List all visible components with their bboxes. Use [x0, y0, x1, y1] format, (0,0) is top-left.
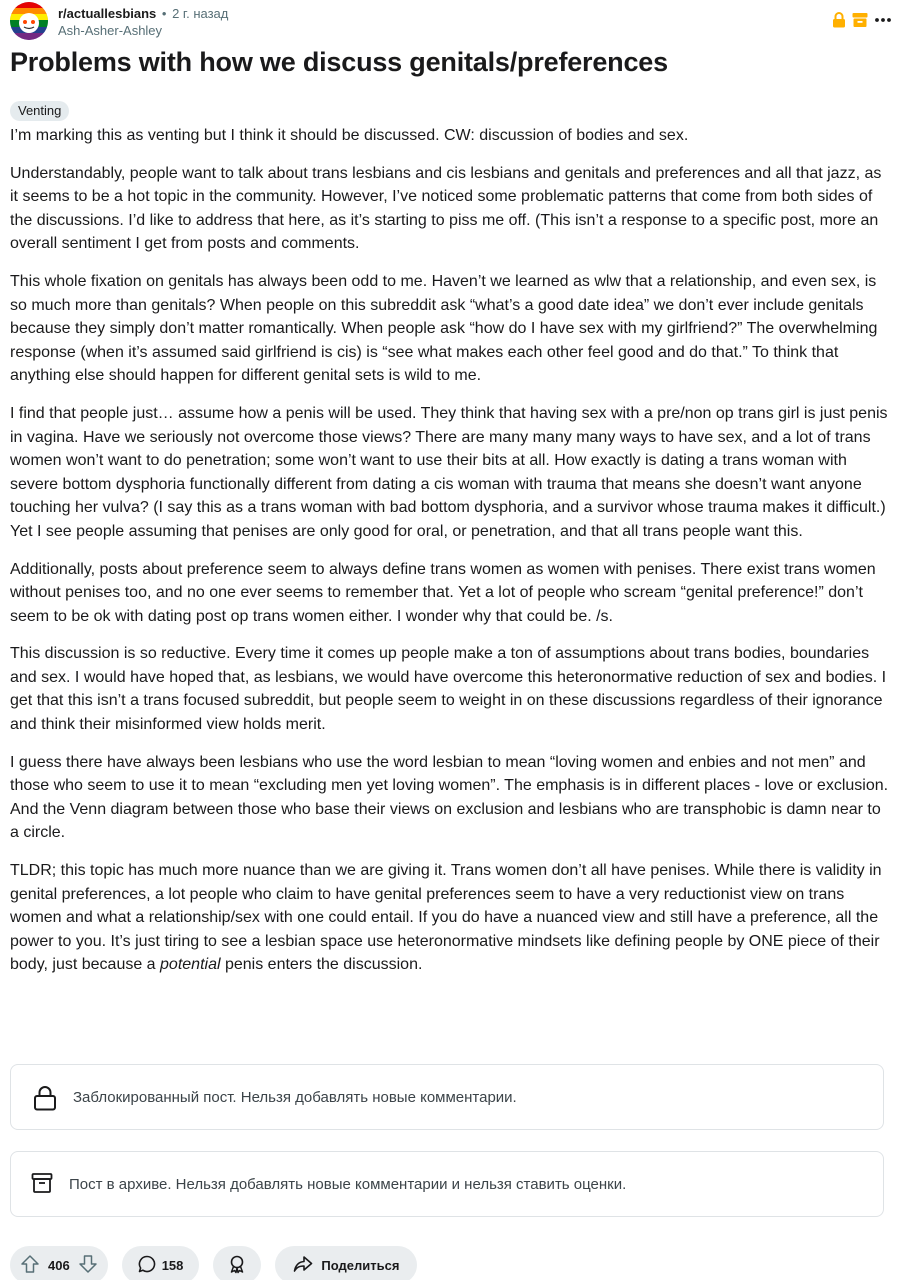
more-icon[interactable]	[874, 12, 892, 33]
post-paragraph-tldr	[10, 859, 890, 977]
comment-count: 158	[161, 1257, 184, 1273]
archive-outline-icon	[31, 1172, 53, 1199]
post-paragraph: I find that people just… assume how a penis will be used. They think that having sex with a pre/non op trans girl is just penis in vagina. Have we seriously not overcome those views? There are many many many ways to have sex, and a lot of trans women won’t want to do penetration; some won’t want to use their bits at all. How exactly is dating a trans woman with severe bottom dysphoria functionally different from dating a cis woman with trauma that means she doesn’t want anyone touching her vulva? (I say this as a trans woman with bad bottom dysphoria, and a survivor whose trauma makes it difficult.) Yet I see people assuming that penises are only good for oral, or penetration, and that all trans people want this.	[10, 404, 888, 540]
comments-button[interactable]	[122, 1246, 200, 1280]
post-title: Problems with how we discuss genitals/preferences	[10, 47, 668, 77]
post-body	[10, 124, 890, 991]
share-button[interactable]	[275, 1246, 417, 1280]
archive-icon	[852, 12, 868, 33]
post-paragraph: Understandably, people want to talk about trans lesbians and cis lesbians and genitals and preferences and all that jazz, as it seems to be a hot topic in the community. However, I’ve noticed some problematic patterns that come from both sides of the discussions. I’d like to address that here, as it’s starting to piss me off. (This isn’t a response to a specific post, more an overall sentiment I get from posts and comments.	[10, 164, 882, 253]
tldr-text: TLDR; this topic has much more nuance than we are giving it. Trans women don’t all have penises. While there is validity in genital preferences, a lot people who claim to have genital preferences seem to have a very reductionist view on trans women and what a relationship/sex with one could entail. If you do have a nuanced view and still have a preference, all the power to you. It’s just tiring to see a lesbian space use heteronormative mindsets like defining people by ONE piece of their body, just because a	[10, 862, 882, 974]
tldr-emphasis: potential	[160, 956, 221, 974]
post-paragraph: I’m marking this as venting but I think it should be discussed. CW: discussion of bodies and sex.	[10, 127, 689, 144]
tldr-text-end: penis enters the discussion.	[220, 956, 423, 974]
award-icon	[227, 1254, 247, 1277]
post-paragraph: This whole fixation on genitals has always been odd to me. Haven’t we learned as wlw that a relationship, and even sex, is so much more than genitals? When people on this subreddit ask “what’s a good date idea” we don’t ever include genitals because they simply don’t matter romantically. When people ask “how do I have sex with my girlfriend?” The overwhelming response (when it’s assumed said girlfriend is cis) is “see what makes each other feel good and do that.” To think that anything else should happen for different genital sets is wild to me.	[10, 272, 878, 385]
header-icons	[832, 12, 892, 33]
post-paragraph: This discussion is so reductive. Every time it comes up people make a ton of assumptions about trans bodies, boundaries and sex. I would have hoped that, as lesbians, we would have overcome this heteronormative reduction of sex and bodies. I get that this isn’t a trans focused subreddit, but people seem to weight in on these discussions regardless of their ignorance and think their misinformed view holds merit.	[10, 645, 887, 734]
locked-notice	[10, 1064, 884, 1130]
archived-notice-text: Пост в архиве. Нельзя добавлять новые комментарии и нельзя ставить оценки.	[69, 1176, 627, 1193]
downvote-icon[interactable]	[78, 1254, 98, 1277]
post-paragraph: I guess there have always been lesbians who use the word lesbian to mean “loving women and enbies and not men” and those who seem to use it to mean “excluding men yet loving women”. The emphasis is in different places - love or exclusion. And the Venn diagram between those who base their views on exclusion and lesbians who are transphobic is damn near to a circle.	[10, 753, 889, 842]
post-header	[10, 2, 892, 42]
post-flair[interactable]: Venting	[10, 101, 69, 121]
locked-notice-text: Заблокированный пост. Нельзя добавлять новые комментарии.	[73, 1089, 517, 1106]
post-time: 2 г. назад	[172, 6, 229, 21]
post-meta	[58, 5, 228, 39]
upvote-icon[interactable]	[20, 1254, 40, 1277]
meta-separator: •	[161, 6, 167, 21]
subreddit-line	[58, 5, 228, 22]
comment-icon	[138, 1255, 156, 1276]
lock-icon	[832, 12, 846, 33]
archived-notice	[10, 1151, 884, 1217]
share-icon	[293, 1255, 313, 1276]
post-author[interactable]: Ash-Asher-Ashley	[58, 23, 163, 38]
post-paragraph: Additionally, posts about preference seem to always define trans women as women with penises. There exist trans women without penises too, and no one ever seems to remember that. Yet a lot of people who scream “genital preference!” don’t seem to be ok with dating post op trans women either. I wonder why that could be. /s.	[10, 560, 876, 625]
post-actions	[10, 1246, 417, 1280]
vote-group	[10, 1246, 108, 1280]
subreddit-name[interactable]: r/actuallesbians	[58, 6, 157, 21]
vote-count: 406	[48, 1257, 70, 1273]
share-label: Поделиться	[321, 1257, 400, 1273]
award-button[interactable]	[213, 1246, 261, 1280]
lock-outline-icon	[33, 1085, 57, 1116]
subreddit-avatar[interactable]	[10, 2, 48, 40]
